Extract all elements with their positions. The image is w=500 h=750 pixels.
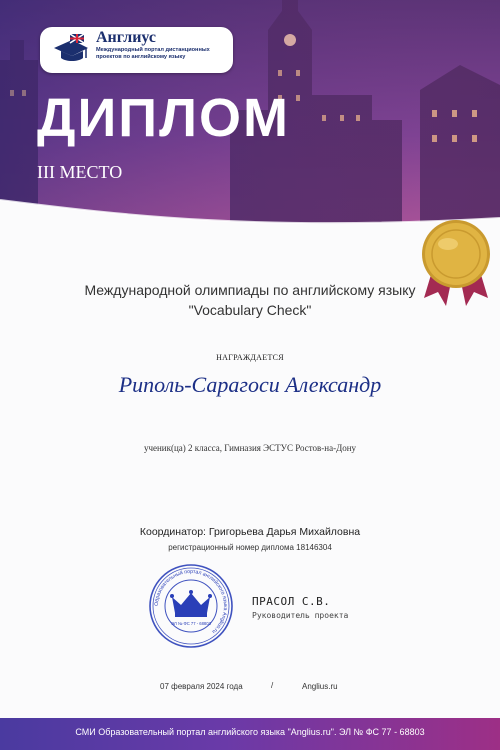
seal-inner-text: ЭЛ № ФС 77 - 68803 — [171, 621, 211, 626]
logo-tagline: Международный портал дистанционных проектов по английскому языку — [96, 47, 210, 60]
crown-icon — [170, 590, 212, 617]
awarded-label: НАГРАЖДАЕТСЯ — [216, 353, 284, 362]
seal-outer-text: Образовательный портал английского языка Anglius.ru — [153, 568, 229, 635]
olympiad-title-line1: Международной олимпиады по английскому языку — [84, 282, 416, 298]
student-info: ученик(ца) 2 класса, Гимназия ЭСТУС Ростов-на-Дону — [143, 443, 357, 453]
coordinator-line: Координатор: Григорьева Дарья Михайловна — [139, 526, 361, 538]
issue-date: 07 февраля 2024 года — [160, 682, 243, 691]
signer-role: Руководитель проекта — [252, 611, 349, 620]
site-link[interactable]: Anglius.ru — [302, 682, 338, 691]
footer-bar-text: СМИ Образовательный портал английского языка "Anglius.ru". ЭЛ № ФС 77 - 68803 — [75, 727, 425, 737]
recipient-name: Риполь-Сарагоси Александр — [118, 372, 382, 397]
olympiad-title-line2: "Vocabulary Check" — [188, 302, 312, 318]
footer-separator: / — [271, 681, 274, 690]
logo-name: Англиус — [96, 29, 157, 46]
diploma-title: ДИПЛОМ — [37, 88, 290, 148]
graduation-cap-icon — [50, 30, 90, 70]
signer-name: ПРАСОЛ С.В. — [252, 595, 331, 608]
official-seal — [148, 563, 234, 649]
diploma-registration-number: регистрационный номер диплома 18146304 — [168, 543, 332, 552]
place-label: III МЕСТО — [37, 162, 123, 182]
